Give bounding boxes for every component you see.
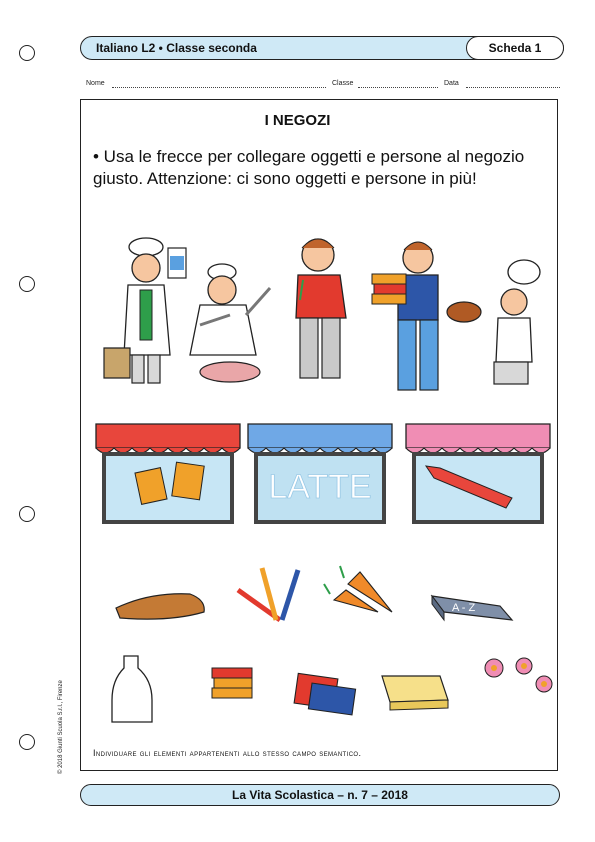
shop-milk[interactable]	[248, 424, 392, 522]
milk-shop-sign: LATTE	[268, 468, 372, 506]
book-stack-object[interactable]	[212, 668, 252, 698]
shop-books[interactable]	[96, 424, 240, 522]
man-books-figure[interactable]	[372, 242, 438, 390]
subject-label: Italiano L2 • Classe seconda	[96, 41, 257, 55]
worksheet-title: I NEGOZI	[264, 112, 331, 129]
flowers-object[interactable]	[485, 658, 552, 692]
carrots-object[interactable]	[324, 566, 392, 612]
dictionary-cover-text: A - Z	[452, 602, 476, 614]
bread-object[interactable]	[116, 594, 204, 619]
milk-bottle-object[interactable]	[112, 656, 152, 722]
shop-pencils[interactable]	[406, 424, 550, 522]
copyright-notice: © 2018 Giunti Scuola S.r.l., Firenze	[58, 680, 64, 774]
colored-pencils-object[interactable]	[238, 568, 298, 620]
butter-object[interactable]	[382, 676, 448, 710]
instruction-text: • Usa le frecce per collegare oggetti e persone al negozio giusto. Attenzione: ci sono oggetti e persone in più!	[93, 147, 525, 188]
magazine-footer: La Vita Scolastica – n. 7 – 2018	[80, 784, 560, 806]
class-label: Classe	[332, 80, 354, 87]
sheet-number: Scheda 1	[466, 36, 564, 60]
notebooks-object[interactable]	[294, 673, 355, 715]
butcher-figure[interactable]	[190, 264, 270, 382]
teacher-note: Individuare gli elementi appartenenti allo stesso campo semantico.	[93, 748, 362, 758]
date-label: Data	[444, 80, 459, 87]
dictionary-object[interactable]	[432, 596, 512, 620]
milkman-figure[interactable]	[104, 238, 186, 383]
baker-figure[interactable]	[447, 260, 540, 384]
boy-red-figure[interactable]	[296, 239, 346, 378]
name-label: Nome	[86, 80, 105, 87]
